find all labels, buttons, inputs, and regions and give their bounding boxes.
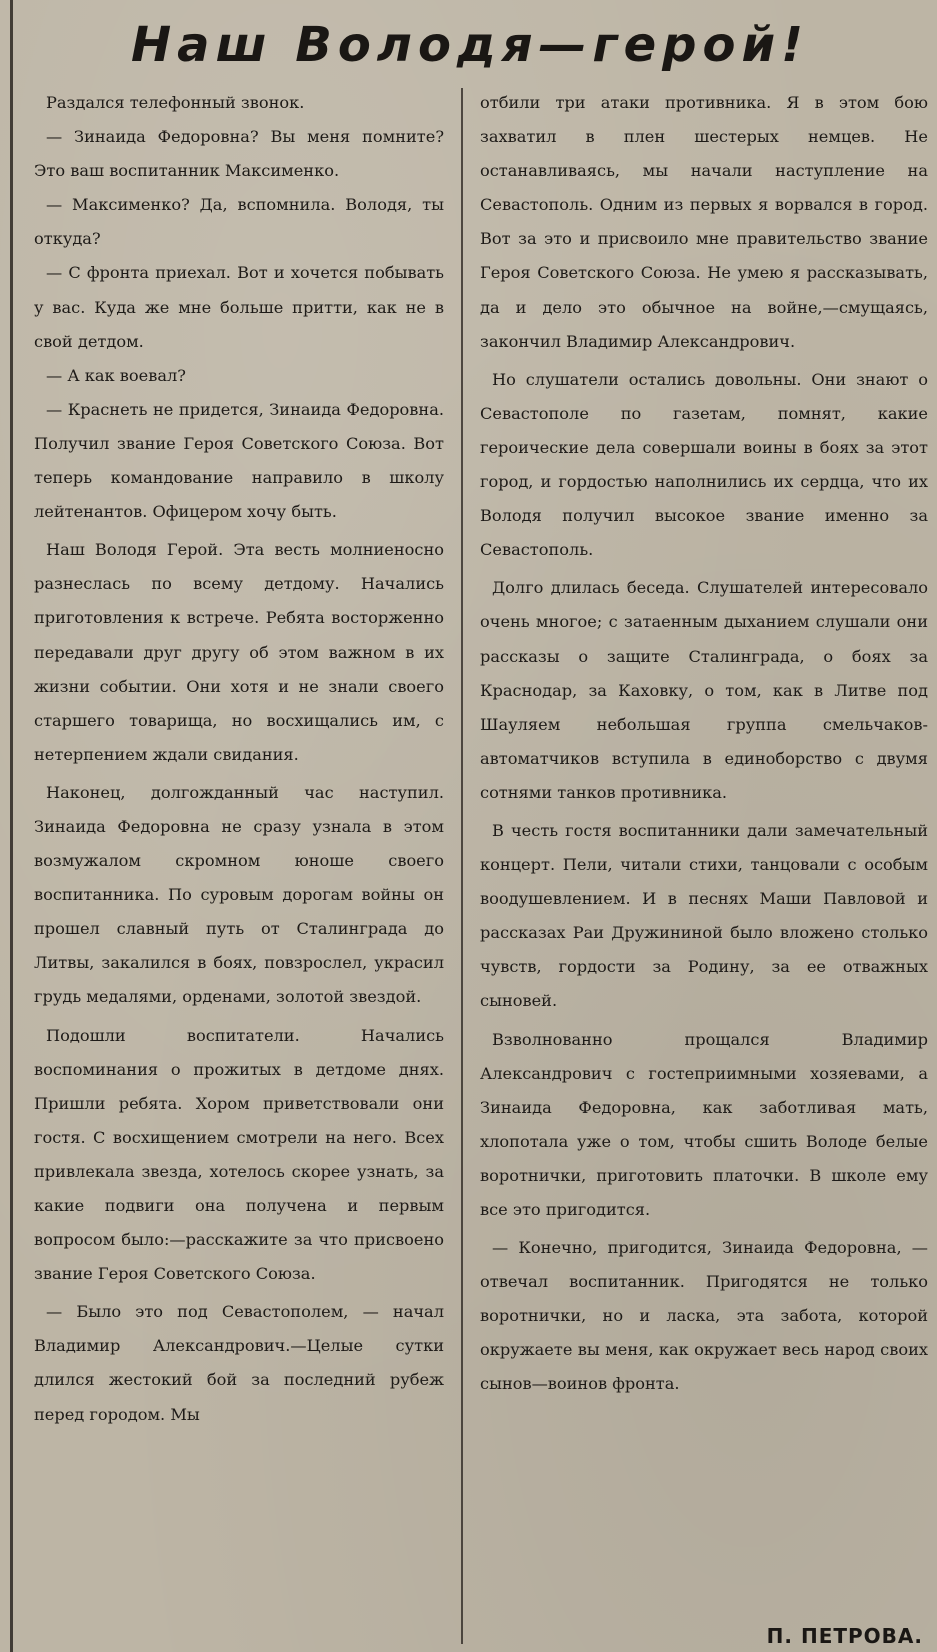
paragraph: Взволнованно прощался Владимир Александрович с гостеприимными хозяевами, а Зинаида Федоровна, как заботливая мать, хлопотала уже о том, чтобы сшить Володе белые воротнички, приготовить платочки. В школе ему все это пригодится. (480, 1029, 928, 1219)
paragraph: — Максименко? Да, вспомнила. Володя, ты откуда? (34, 195, 444, 249)
paragraph: — Зинаида Федоровна? Вы меня помните? Это ваш воспитанник Максименко. (34, 127, 444, 181)
paragraph: — Было это под Севастополем, — начал Владимир Александрович.—Целые сутки длился жестокий бой за последний рубеж перед городом. Мы (34, 1302, 444, 1424)
page-edge-rule (10, 0, 13, 1652)
article-column-left (34, 86, 444, 1432)
author-signature: П. ПЕТРОВА. (766, 1624, 923, 1648)
paragraph: В честь гостя воспитанники дали замечательный концерт. Пели, читали стихи, танцовали с особым воодушевлением. И в песнях Маши Павловой и рассказах Раи Дружининой было вложено столько чувств, гордости за Родину, за ее отважных сыновей. (480, 820, 928, 1011)
article-column-right (480, 86, 928, 1402)
paragraph: — А как воевал? (46, 365, 186, 385)
paragraph: Наш Володя Герой. Эта весть молниеносно разнеслась по всему детдому. Начались приготовления к встрече. Ребята восторженно передавали друг другу об этом важном в их жизни событии. Они хотя и не знали своего старшего товарища, но восхищались им, с нетерпением ждали свидания. (34, 540, 444, 764)
paragraph: Раздался телефонный звонок. (46, 93, 305, 112)
paragraph: — Краснеть не придется, Зинаида Федоровна. Получил звание Героя Советского Союза. Вот теперь командование направило в школу лейтенантов. Офицером хочу быть. (34, 399, 444, 522)
article-headline: Наш Володя—герой! (130, 17, 810, 73)
paragraph: — С фронта приехал. Вот и хочется побывать у вас. Куда же мне больше притти, как не в свой детдом. (34, 263, 444, 351)
paragraph: Но слушатели остались довольны. Они знают о Севастополе по газетам, помнят, какие героические дела совершали воины в боях за этот город, и гордостью наполнились их сердца, что их Володя получил высокое звание именно за Севастополь. (480, 369, 928, 560)
paragraph: отбили три атаки противника. Я в этом бою захватил в плен шестерых немцев. Не останавливаясь, мы начали наступление на Севастополь. Одним из первых я ворвался в город. Вот за это и присвоило мне правительство звание Героя Советского Союза. Не умею я рассказывать, да и дело это обычное на войне,—смущаясь, закончил Владимир Александрович. (480, 93, 928, 351)
paragraph: Долго длилась беседа. Слушателей интересовало очень многое; с затаенным дыханием слушали они рассказы о защите Сталинграда, о боях за Краснодар, за Каховку, о том, как в Литве под Шауляем небольшая группа смельчаков-автоматчиков вступила в единоборство с двумя сотнями танков противника. (480, 578, 928, 802)
paragraph: — Конечно, пригодится, Зинаида Федоровна, — отвечал воспитанник. Пригодятся не только воротнички, но и ласка, эта забота, которой окружаете вы меня, как окружает весь народ своих сынов—воинов фронта. (480, 1238, 928, 1394)
paragraph: Подошли воспитатели. Начались воспоминания о прожитых в детдоме днях. Пришли ребята. Хором приветствовали они гостя. С восхищением смотрели на него. Всех привлекала звезда, хотелось скорее узнать, за какие подвиги она получена и первым вопросом было:—расскажите за что присвоено звание Героя Советского Союза. (34, 1025, 444, 1284)
column-divider (461, 88, 463, 1644)
paragraph: Наконец, долгожданный час наступил. Зинаида Федоровна не сразу узнала в этом возмужалом скромном юноше своего воспитанника. По суровым дорогам войны он прошел славный путь от Сталинграда до Литвы, закалился в боях, повзрослел, украсил грудь медалями, орденами, золотой звездой. (34, 782, 444, 1007)
